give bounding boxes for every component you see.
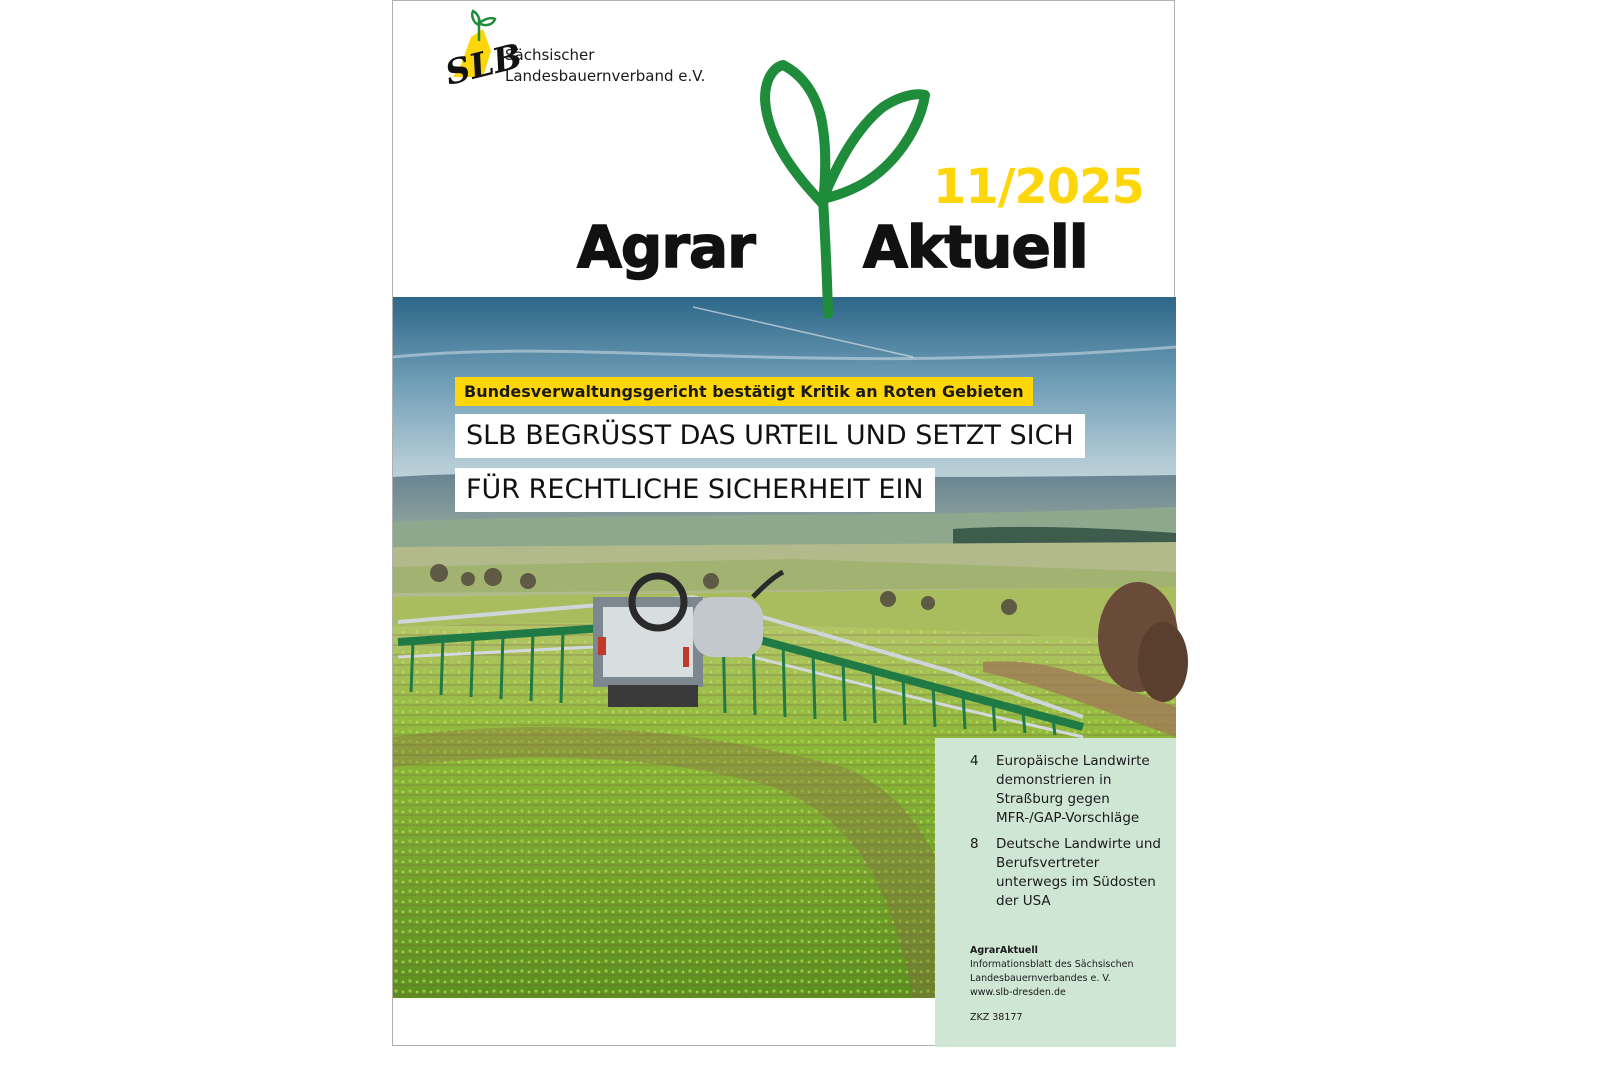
imprint-zkz: ZKZ 38177: [970, 1012, 1023, 1023]
table-of-contents: [935, 738, 1176, 1047]
cover-headline-line-1: SLB BEGRÜSST DAS URTEIL UND SETZT SICH: [455, 414, 1085, 458]
masthead-title-aktuell: Aktuell: [863, 213, 1088, 281]
issue-number: 11/2025: [933, 159, 1144, 215]
toc-page-number: 4: [970, 753, 979, 769]
logo-text: SLB: [441, 36, 527, 94]
masthead-title-agrar: Agrar: [577, 213, 755, 281]
magazine-cover: [392, 0, 1175, 1046]
slb-sprout-logo-icon: [441, 7, 527, 94]
imprint-line-1: Informationsblatt des Sächsischen: [970, 959, 1134, 970]
cover-headline-line-2: FÜR RECHTLICHE SICHERHEIT EIN: [455, 468, 935, 512]
imprint-url[interactable]: www.slb-dresden.de: [970, 987, 1066, 998]
toc-title: Europäische Landwirte demonstrieren in Straßburg gegen MFR-/GAP-Vorschläge: [996, 753, 1150, 826]
cover-kicker: Bundesverwaltungsgericht bestätigt Kritik an Roten Gebieten: [455, 377, 1033, 406]
org-name-line-2: Landesbauernverband e.V.: [505, 67, 706, 85]
imprint-line-2: Landesbauernverbandes e. V.: [970, 973, 1111, 984]
imprint-brand: AgrarAktuell: [970, 945, 1038, 956]
toc-page-number: 8: [970, 836, 979, 852]
toc-title: Deutsche Landwirte und Berufsvertreter unterwegs im Südosten der USA: [996, 836, 1161, 909]
green-sprout-icon: [753, 59, 933, 317]
imprint: [970, 944, 1170, 1000]
org-name-line-1: Sächsischer: [505, 46, 595, 64]
org-name: [505, 45, 705, 87]
